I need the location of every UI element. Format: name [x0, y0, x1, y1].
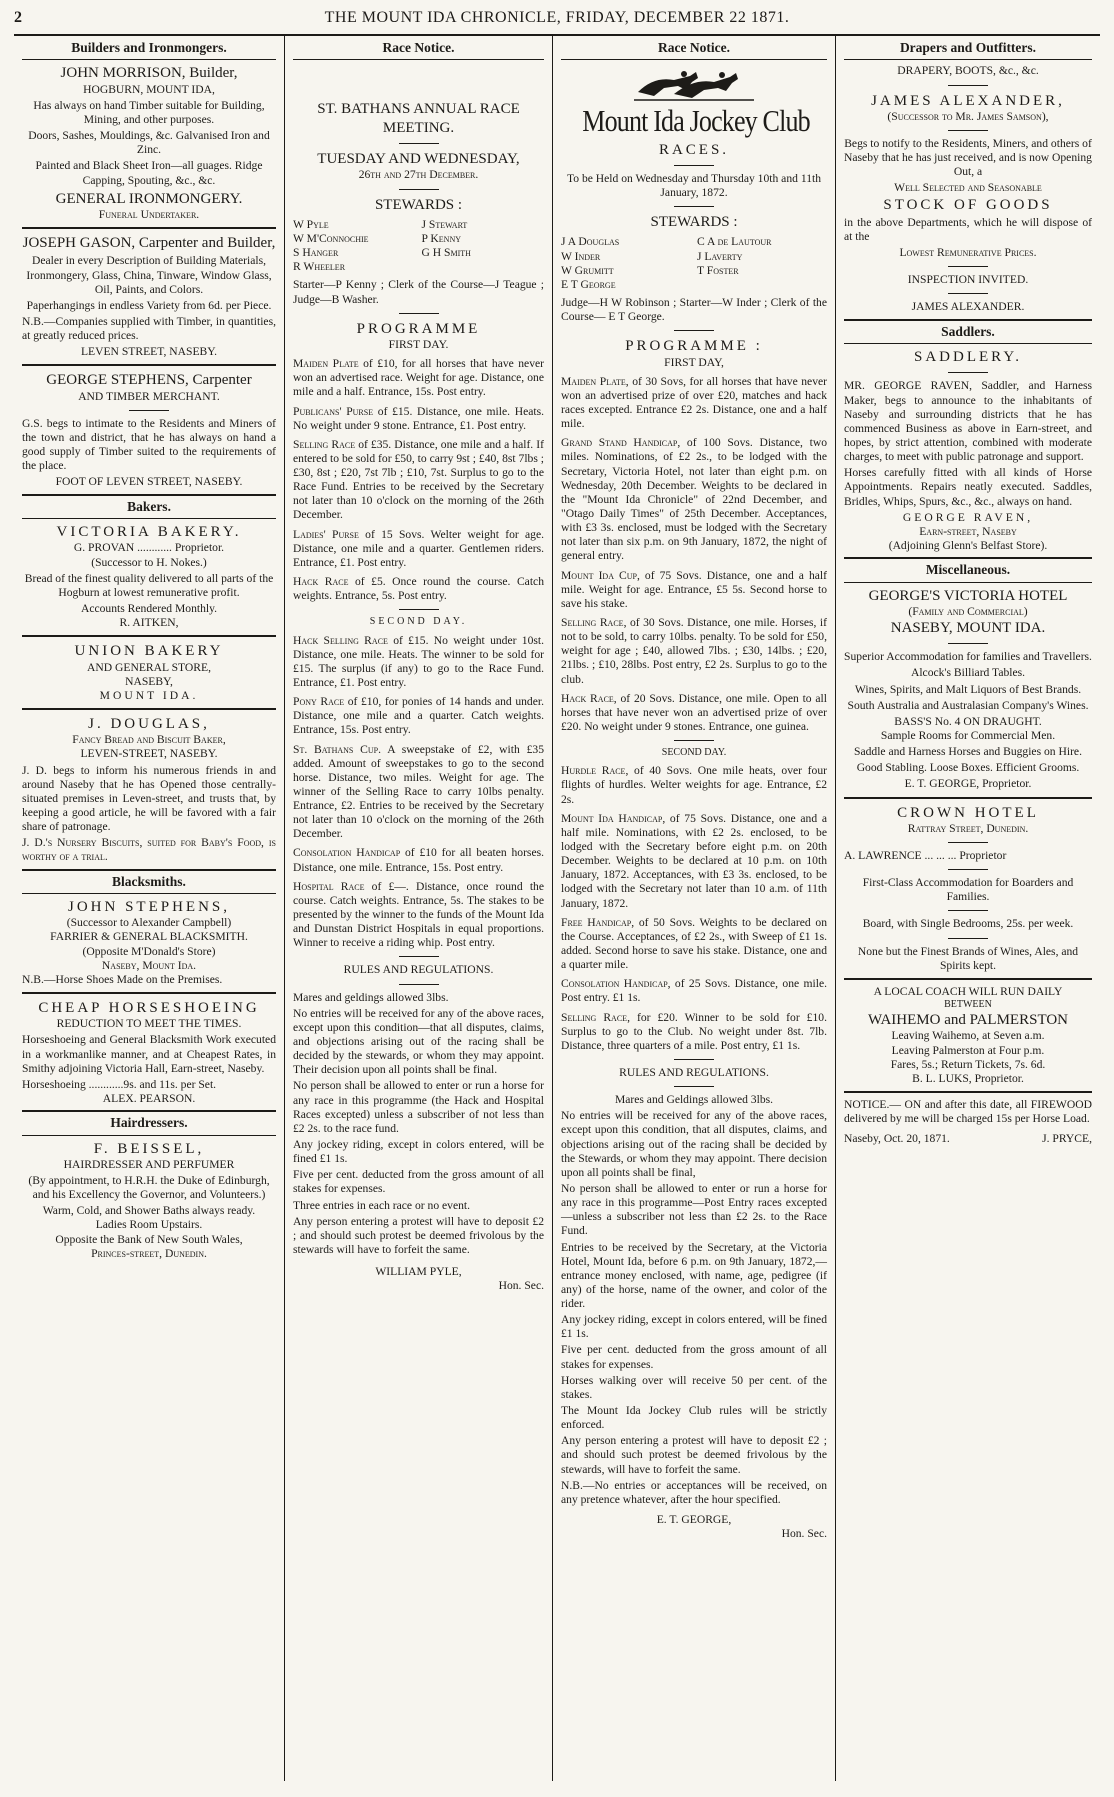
ad-title: GEORGE'S VICTORIA HOTEL: [868, 587, 1068, 604]
race-terms: , of 100 Sovs. Distance, two miles. Nominations, of £2 2s., to be lodged with the Secretary, Victoria Hotel, not later than eight p.m. on Wednesday, 20th December. Weights to be declared in the "Mount Ida Chronicle" of 22nd December, and "Otago Daily Times" of 25th December. Acceptances, with £3 3s. enclosed, must be lodged with the Secretary not later than six p.m. on 9th January, 1872, the night of general entry.: [561, 436, 827, 563]
page-number: 2: [14, 9, 22, 26]
ad-text: A. LAWRENCE ... ... ... Proprietor: [844, 848, 1007, 862]
divider: [674, 165, 714, 166]
race-terms: , of 75 Sovs. Distance, one and a half mile. Weight for age. Entrance, £5 5s. Second horse to save his stake.: [561, 568, 827, 610]
ad-text: (Successor to Alexander Campbell): [66, 916, 232, 930]
ad-signature: E. T. GEORGE, Proprietor.: [904, 777, 1032, 791]
steward-name: W Grumitt: [561, 263, 614, 277]
race-terms: of £10, for ponies of 14 hands and under. Distance, one mile and a quarter. Catch weights. Entrance, 15s. Post entry.: [293, 695, 544, 737]
day-label: SECOND DAY.: [661, 747, 727, 759]
divider: [844, 978, 1092, 980]
ad-gason: [22, 234, 276, 359]
programme-title: PROGRAMME :: [625, 338, 763, 355]
ad-beissel: [22, 1140, 276, 1261]
ad-morrison: [22, 64, 276, 222]
race-terms: of £15. Distance, one mile. Heats. No weight under 9 stone. Entrance, £1. Post entry.: [293, 404, 544, 432]
ad-text: Opposite the Bank of New South Wales,: [55, 1232, 243, 1246]
ad-text: Horseshoeing ............9s. and 11s. per Set.: [22, 1077, 217, 1091]
day-label: FIRST DAY.: [388, 337, 449, 351]
steward-name: C A de Lautour: [697, 235, 772, 249]
ad-sub: (Family and Commercial): [908, 604, 1028, 618]
races-day-1: [293, 357, 544, 603]
steward-name: W Inder: [561, 249, 601, 263]
divider: [399, 609, 439, 610]
ad-text: Accounts Rendered Monthly.: [80, 601, 218, 615]
rule-text: Any jockey riding, except in colors entered, will be fined £1 1s.: [561, 1313, 827, 1341]
race-name: Pony Race: [293, 695, 345, 709]
race-entry: [561, 569, 827, 611]
race-name: Free Handicap: [561, 915, 632, 929]
column-4: [835, 36, 1100, 1781]
ad-text: FARRIER & GENERAL BLACKSMITH.: [50, 930, 248, 944]
divider: [948, 266, 988, 267]
section-header-race-notice: Race Notice.: [293, 40, 544, 60]
column-2: [284, 36, 552, 1781]
race-entry: [561, 916, 827, 973]
ad-title: GEORGE STEPHENS, Carpenter: [46, 372, 252, 389]
rule-text: Any person entering a protest will have to deposit £2 ; and should such protest be deemed frivolous by the stewards, will have to forfeit the same.: [561, 1434, 827, 1476]
stewards-label: STEWARDS :: [650, 214, 738, 231]
ad-title: F. BEISSEL,: [93, 1140, 205, 1157]
race-entry: [293, 405, 544, 433]
meeting-dates: To be Held on Wednesday and Thursday 10th and 11th January, 1872.: [566, 171, 822, 199]
ad-signature: ALEX. PEARSON.: [102, 1091, 196, 1105]
ad-text: NASEBY,: [125, 674, 173, 688]
ad-victoria-hotel: [844, 587, 1092, 792]
steward-name: G H Smith: [421, 246, 471, 260]
races-day-1: [561, 375, 827, 734]
ad-text: STOCK OF GOODS: [883, 196, 1053, 213]
divider: [399, 956, 439, 957]
ad-text: Leaving Palmerston at Four p.m.: [891, 1043, 1045, 1057]
ad-text: Bread of the finest quality delivered to all parts of the Hogburn at lowest remunerative profit.: [24, 571, 274, 599]
race-name: Selling Race: [561, 615, 624, 629]
ad-text: (By appointment, to H.R.H. the Duke of Edinburgh, and his Excellency the Governor, and Volunteers.): [28, 1174, 270, 1202]
section-sub: DRAPERY, BOOTS, &c., &c.: [897, 64, 1039, 78]
masthead-title: THE MOUNT IDA CHRONICLE, FRIDAY, DECEMBER 22 1871.: [324, 9, 790, 26]
ad-signature: JAMES ALEXANDER.: [911, 300, 1025, 314]
race-name: Maiden Plate: [561, 374, 626, 388]
divider: [22, 708, 276, 710]
divider: [22, 992, 276, 994]
rule-text: Any person entering a protest will have to deposit £2 ; and should such protest be deemed frivolous by the stewards will have to forfeit the same.: [293, 1214, 544, 1256]
divider: [948, 938, 988, 939]
ad-text: Board, with Single Bedrooms, 25s. per week.: [862, 917, 1074, 931]
divider: [399, 984, 439, 985]
section-header-builders: Builders and Ironmongers.: [22, 40, 276, 60]
ad-title: JOHN STEPHENS,: [67, 898, 230, 915]
steward-name: J A Douglas: [561, 235, 620, 249]
race-terms: of £—. Distance, once round the course. Catch weights. Entrance, 5s. The stakes to be presented by the winner to the funds of the Mount Ida and Dunstan District Hospitals in equal proportions. Winner to receive a riding whip. Post entry.: [293, 879, 544, 950]
section-header-saddlers: Saddlers.: [844, 319, 1092, 344]
ad-text: Saddle and Harness Horses and Buggies on Hire.: [854, 745, 1082, 759]
race-terms: , of 50 Sovs. Weights to be declared on the Course. Acceptances, of £2 2s., with Sweep of £1 1s. added. Second horse to save his stake. Distance, one and a quarter mile.: [561, 915, 828, 972]
race-terms: , of 30 Sovs, for all horses that have never won an advertised prize of over £20, matches and hack races excepted. Entrance £2 2s. Distance, one and a half mile.: [561, 374, 828, 431]
notice-footer: [844, 1132, 1092, 1146]
rule-text: Five per cent. deducted from the gross amount of all stakes for expenses.: [293, 1168, 544, 1196]
race-name: Consolation Handicap: [561, 977, 668, 991]
divider: [948, 85, 988, 86]
rule-text: No person shall be allowed to enter or run a horse for any race in this programme—Post Entry races excepted—unless a subscriber not less than £2 2s. to the Race Fund.: [561, 1181, 827, 1238]
race-entry: [293, 575, 544, 603]
ad-title: SADDLERY.: [914, 349, 1022, 366]
ad-address: Rattray Street, Dunedin.: [907, 821, 1029, 835]
ad-text: Doors, Sashes, Mouldings, &c. Galvanised Iron and Zinc.: [28, 129, 270, 157]
race-entry: [561, 692, 827, 734]
ad-text: MOUNT IDA.: [99, 688, 199, 702]
ad-title: JOHN MORRISON, Builder,: [60, 65, 238, 82]
race-terms: , of 30 Sovs. Distance, one mile. Horses, if not to be sold, to carry 10lbs. penalty. To be sold for £50, weight for age ; £40, allowed 7lbs. ; £30, 14lbs. ; £20, 21lbs. ; £10, 28lbs. Post entry, £2 2s. Surplus to go to the club.: [561, 615, 827, 686]
ad-sub: AND TIMBER MERCHANT.: [78, 389, 220, 403]
racehorses-engraving-icon: [634, 66, 754, 102]
divider: [844, 797, 1092, 799]
ad-text: Painted and Black Sheet Iron—all guages. Ridge Capping, Spouting, &c., &c.: [35, 159, 263, 187]
divider: [22, 364, 276, 366]
divider: [948, 842, 988, 843]
ad-text: J. D.'s Nursery Biscuits, suited for Baby's Food, is worthy of a trial.: [22, 836, 276, 864]
ad-title: CHEAP HORSESHOEING: [38, 999, 260, 1016]
ad-text: Paperhangings in endless Variety from 6d. per Piece.: [26, 298, 272, 312]
race-terms: , of 20 Sovs. Distance, one mile. Open to all horses that have never won an advertised prize of over £20. No weight under 9 stones. Entrance, one guinea.: [561, 691, 827, 733]
ad-text: GEORGE RAVEN,: [902, 510, 1034, 524]
ad-james-alexander: [844, 92, 1092, 315]
ad-text: (Adjoining Glenn's Belfast Store).: [888, 538, 1048, 552]
ad-title: J. DOUGLAS,: [88, 715, 210, 732]
divider: [399, 313, 439, 314]
rule-text: Five per cent. deducted from the gross amount of all stakes for expenses.: [561, 1343, 827, 1371]
race-terms: of £5. Once round the course. Catch weights. Entrance, 5s. Post entry.: [293, 575, 544, 603]
signature: E. T. GEORGE,: [656, 1513, 732, 1527]
officials: Starter—P Kenny ; Clerk of the Course—J Teague ; Judge—B Washer.: [293, 278, 544, 306]
race-entry: [561, 1011, 827, 1053]
race-terms: of £15. No weight under 10st. Distance, one mile. Heats. The winner to be sold for £15. The surplus (if any) to go to the Race Fund. Entrance, £1. Post entry.: [293, 633, 544, 689]
ad-address: FOOT OF LEVEN STREET, NASEBY.: [55, 475, 243, 489]
ad-text: Leaving Waihemo, at Seven a.m.: [891, 1029, 1045, 1043]
ad-text: South Australia and Australasian Company's Wines.: [847, 698, 1089, 712]
section-header-hairdressers: Hairdressers.: [22, 1110, 276, 1135]
rules-title: RULES AND REGULATIONS.: [619, 1065, 769, 1079]
steward-name: W M'Connochie: [293, 231, 369, 245]
race-terms: of 15 Sovs. Welter weight for age. Distance, one mile and a quarter. Gentlemen riders. Entrance, £1. Post entry.: [293, 527, 544, 569]
club-title: Mount Ida Jockey Club: [582, 103, 810, 139]
ad-coach: [844, 985, 1092, 1086]
divider: [22, 227, 276, 229]
ad-text: N.B.—Horse Shoes Made on the Premises.: [22, 972, 223, 986]
divider: [674, 1059, 714, 1060]
rules-title: RULES AND REGULATIONS.: [343, 963, 494, 977]
race-terms: , of 25 Sovs. Distance, one mile. Post entry. £1 1s.: [561, 977, 827, 1005]
ad-sub: Fancy Bread and Biscuit Baker,: [72, 733, 226, 747]
steward-name: W Pyle: [293, 217, 329, 231]
ad-address: Earn-street, Naseby: [919, 524, 1017, 538]
ad-text: (Opposite M'Donald's Store): [82, 944, 216, 958]
signature-title: Hon. Sec.: [498, 1279, 544, 1293]
ad-text: First-Class Accommodation for Boarders and Families.: [862, 876, 1074, 904]
ad-text: Fares, 5s.; Return Tickets, 7s. 6d.: [890, 1057, 1046, 1071]
ad-text: Warm, Cold, and Shower Baths always ready.: [42, 1204, 256, 1218]
divider: [844, 1091, 1092, 1093]
divider: [674, 1086, 714, 1087]
rule-text: Mares and geldings allowed 3lbs.: [293, 990, 449, 1004]
meeting-days: TUESDAY AND WEDNESDAY,: [317, 151, 520, 168]
races-day-2: [561, 764, 827, 1053]
race-entry: [293, 528, 544, 570]
ad-text: Sample Rooms for Commercial Men.: [880, 728, 1056, 742]
ad-text: (Successor to H. Nokes.): [91, 555, 207, 569]
ad-text: G. PROVAN ............ Proprietor.: [73, 541, 225, 555]
section-header-drapers: Drapers and Outfitters.: [844, 40, 1092, 60]
race-terms: A sweepstake of £2, with £35 added. Amount of sweepstakes to go to the second horse. Distance, two miles. Weight for age. The winner of the Selling Race to carry 10lbs penalty. Entrance, £2. Entries to be received by the Secretary not later than 10 o'clock on the morning of the 26th December.: [293, 742, 544, 841]
ad-text: NOTICE.— ON and after this date, all FIREWOOD delivered by me will be charged 15s per Horse Load.: [844, 1098, 1092, 1126]
race-terms: , for £20. Winner to be sold for £10. Surplus to go to the Club. No weight under 8st. 7lb. Distance, three quarters of a mile. Post entry, £1 1s.: [561, 1010, 827, 1052]
ad-text: GENERAL IRONMONGERY.: [55, 190, 243, 207]
ad-text: Horses carefully fitted with all kinds of Horse Appointments. Repairs neatly executed. Saddles, Bridles, Whips, Spurs, &c., &c., always on hand.: [844, 466, 1092, 508]
ad-title: CROWN HOTEL: [897, 804, 1039, 821]
race-name: Publicans' Purse: [293, 404, 374, 418]
column-3: [552, 36, 835, 1781]
ad-text: Horseshoeing and General Blacksmith Work executed in a workmanlike manner, and at Cheapest Rates, in Smithy adjoining Victoria Hall, Earn-street, Naseby.: [22, 1033, 276, 1075]
ad-text: BASS'S No. 4 ON DRAUGHT.: [894, 714, 1042, 728]
race-terms: , of 40 Sovs. One mile heats, over four flights of hurdles. Welter weights for age. Entrance, £2 2s.: [561, 764, 827, 806]
race-name: Consolation Handicap: [293, 846, 401, 860]
columns: [14, 36, 1100, 1781]
divider: [948, 643, 988, 644]
ad-raven: [844, 348, 1092, 553]
steward-name: J Stewart: [421, 217, 468, 231]
divider: [674, 740, 714, 741]
stewards-list: [561, 235, 827, 292]
race-entry: [293, 880, 544, 951]
section-header-blacksmiths: Blacksmiths.: [22, 869, 276, 894]
race-entry: [293, 438, 544, 523]
steward-name: [422, 260, 545, 274]
race-name: Hack Race: [561, 691, 614, 705]
ad-text: WAIHEMO and PALMERSTON: [867, 1012, 1068, 1029]
section-header-bakers: Bakers.: [22, 494, 276, 519]
rule-text: Any jockey riding, except in colors entered, will be fined £1 1s.: [293, 1138, 544, 1166]
ad-address: LEVEN-STREET, NASEBY.: [80, 747, 218, 761]
ad-cheap-horseshoeing: [22, 999, 276, 1106]
race-entry: [293, 846, 544, 874]
ad-address: LEVEN STREET, NASEBY.: [80, 345, 218, 359]
race-entry: [293, 357, 544, 399]
races-day-2: [293, 634, 544, 951]
ad-signature: J. PRYCE,: [1042, 1132, 1092, 1146]
ad-place: HOGBURN, MOUNT IDA,: [83, 82, 215, 96]
rule-text: No person shall be allowed to enter or run a horse for any race in this programme (the Hack and Hospital Races excepted) unless a subscriber of not less than £2 2s. to the race fund.: [293, 1079, 544, 1135]
signature-title: Hon. Sec.: [781, 1527, 827, 1541]
ad-title: JOSEPH GASON, Carpenter and Builder,: [22, 235, 276, 252]
ad-text: NASEBY, MOUNT IDA.: [890, 619, 1046, 636]
column-1: [14, 36, 284, 1781]
meeting-title: ST. BATHANS ANNUAL RACE MEETING.: [317, 101, 520, 136]
ad-text: Dealer in every Description of Building Materials, Ironmongery, Glass, China, Tinware, Window Glass, Oil, Paints, and Colors.: [26, 254, 272, 296]
ad-victoria-bakery: [22, 523, 276, 630]
ad-text: J. D. begs to inform his numerous friends in and around Naseby that he has Opened those centrally-situated premises in Leven-street, and trusts that, by keeping a good article, he will be favored with a fair share of patronage.: [22, 763, 276, 834]
ad-text: in the above Departments, which he will dispose of at the: [844, 215, 1092, 244]
steward-name: R Wheeler: [293, 260, 346, 274]
ad-text: MR. GEORGE RAVEN, Saddler, and Harness Maker, begs to announce to the inhabitants of Naseby and surrounding districts that he has commenced Business as above in Earn-street, and hopes, by strict attention, combined with moderate charges, to meet with public patronage and support.: [844, 379, 1092, 464]
steward-name: J Laverty: [697, 249, 743, 263]
ad-douglas: [22, 715, 276, 865]
ad-text: Ladies Room Upstairs.: [95, 1218, 203, 1232]
ad-john-stephens: [22, 898, 276, 987]
race-entry: [561, 616, 827, 687]
masthead: [14, 8, 1100, 36]
ad-text: (Successor to Mr. James Samson),: [887, 109, 1049, 123]
rule-text: No entries will be received for any of the above races, except upon this condition, that all disputes, claims, and objections arising out of the racing shall be decided by the Stewards, or whom they may appoint. There decision upon all points shall be final,: [561, 1109, 827, 1179]
rules-list: [293, 991, 544, 1258]
race-entry: [561, 764, 827, 806]
divider: [674, 206, 714, 207]
officials: Judge—H W Robinson ; Starter—W Inder ; Clerk of the Course— E T George.: [561, 296, 827, 324]
ad-union-bakery: [22, 642, 276, 703]
signature: WILLIAM PYLE,: [375, 1265, 462, 1279]
divider: [948, 869, 988, 870]
ad-text: Well Selected and Seasonable: [894, 181, 1042, 195]
race-terms: of £10, for all horses that have never won an advertised race. Weight for age. Distance, one mile and a half. Entrance, 15s. Post entry.: [293, 357, 544, 399]
ad-text: INSPECTION INVITED.: [907, 273, 1029, 287]
rule-text: Entries to be received by the Secretary, at the Victoria Hotel, Mount Ida, before 6 p.m. on 9th January, 1872,—entrance money enclosed, with name, age, pedigree (if any) of the horse, name of the owner, and color of the rider.: [561, 1240, 827, 1311]
race-name: Hack Race: [293, 575, 349, 589]
ad-title: A LOCAL COACH WILL RUN DAILY: [873, 984, 1063, 998]
rule-text: The Mount Ida Jockey Club rules will be strictly enforced.: [561, 1404, 827, 1432]
divider: [22, 635, 276, 637]
steward-name: E T George: [561, 277, 616, 291]
race-terms: , of 75 Sovs. Distance, one and a half mile. Nominations, with £2 2s. enclosed, to be lodged with the Secretary before eight p.m. on 20th December. Weights to be declared at 10 p.m. on 10th January, 1872. Acceptances, with £3 3s. enclosed, to be lodged with the Secretary not later than 10 a.m. of 11th January, 1872.: [561, 811, 827, 910]
ad-title: JAMES ALEXANDER,: [871, 92, 1065, 109]
stewards-list: [293, 218, 544, 275]
ad-title: VICTORIA BAKERY.: [56, 524, 242, 541]
ad-text: N.B.—Companies supplied with Timber, in quantities, at greatly reduced prices.: [22, 315, 276, 343]
race-name: Ladies' Purse: [293, 527, 359, 541]
ad-sub: HAIRDRESSER AND PERFUMER: [63, 1157, 235, 1171]
race-entry: [561, 375, 827, 432]
ad-text: Lowest Remunerative Prices.: [899, 246, 1037, 260]
ad-text: G.S. begs to intimate to the Residents and Miners of the town and district, that he has always on hand a good supply of Timber suited to the requirements of the place.: [22, 416, 276, 473]
race-entry: [293, 634, 544, 691]
ad-address: Princes-street, Dunedin.: [91, 1246, 207, 1260]
steward-name: P Kenny: [421, 231, 462, 245]
divider: [129, 410, 169, 411]
race-name: Hack Selling Race: [293, 633, 388, 647]
ad-text: Alcock's Billiard Tables.: [910, 666, 1026, 680]
divider: [948, 910, 988, 911]
race-name: Grand Stand Handicap: [561, 436, 678, 450]
ad-sub: AND GENERAL STORE,: [87, 660, 211, 674]
race-name: Mount Ida Cup: [561, 568, 637, 582]
ad-text: Funeral Undertaker.: [98, 208, 200, 222]
race-name: Mount Ida Handicap: [561, 811, 663, 825]
steward-name: T Foster: [697, 263, 739, 277]
rule-text: No entries will be received for any of the above races, except upon this condition—that all disputes, claims, and objections arising out of the racing shall be decided by the stewards, or whom they may appoint. Their decision upon all points shall be final.: [293, 1006, 544, 1077]
race-entry: [561, 812, 827, 911]
race-name: Selling Race: [293, 437, 356, 451]
ad-signature: B. L. LUKS, Proprietor.: [912, 1071, 1024, 1085]
divider: [948, 293, 988, 294]
races-title: RACES.: [658, 141, 730, 158]
race-entry: [561, 977, 827, 1005]
rule-text: N.B.—No entries or acceptances will be received, on any pretence whatever, after the hour specified.: [561, 1478, 827, 1506]
ad-text: Naseby, Mount Ida.: [101, 958, 197, 972]
ad-signature: R. AITKEN,: [119, 616, 179, 630]
steward-name: [697, 278, 827, 292]
ad-firewood-notice: [844, 1098, 1092, 1146]
race-name: Maiden Plate: [293, 357, 359, 371]
rule-text: Horses walking over will receive 50 per cent. of the stakes.: [561, 1373, 827, 1401]
section-header-race-notice: Race Notice.: [561, 40, 827, 60]
race-entry: [293, 695, 544, 737]
ad-sub: REDUCTION TO MEET THE TIMES.: [56, 1017, 242, 1031]
race-entry: [561, 436, 827, 563]
day-label: FIRST DAY,: [664, 355, 724, 369]
ad-text: Good Stabling. Loose Boxes. Efficient Grooms.: [856, 761, 1080, 775]
divider: [674, 330, 714, 331]
race-name: Hurdle Race: [561, 764, 626, 778]
race-name: Selling Race: [561, 1010, 628, 1024]
ad-text: BETWEEN: [944, 998, 992, 1010]
section-header-misc: Miscellaneous.: [844, 557, 1092, 582]
notice-date: Naseby, Oct. 20, 1871.: [844, 1132, 950, 1146]
race-entry: [293, 743, 544, 842]
divider: [399, 189, 439, 190]
ad-text: None but the Finest Brands of Wines, Ales, and Spirits kept.: [857, 944, 1079, 972]
day-label: SECOND DAY.: [369, 616, 468, 628]
ad-text: Begs to notify to the Residents, Miners, and others of Naseby that he has just received, and is now Opening Out, a: [844, 137, 1092, 179]
rules-list: [561, 1093, 827, 1507]
ad-crown-hotel: [844, 804, 1092, 973]
race-name: St. Bathans Cup.: [293, 742, 382, 756]
race-terms: of £35. Distance, one mile and a half. If entered to be sold for £50, to carry 9st ; £40, 8st 7lbs ; £30, 8st ; £20, 7st 7lb ; £10, 7st. Surplus to go to the Race Fund. Entries to be received by the Secretary not later than 10 o'clock on the morning of the 26th December.: [293, 437, 544, 522]
ad-text: Superior Accommodation for families and Travellers.: [844, 650, 1092, 664]
ad-text: Wines, Spirits, and Malt Liquors of Best Brands.: [854, 682, 1082, 696]
rule-text: Three entries in each race or no event.: [293, 1198, 471, 1212]
stewards-label: STEWARDS :: [374, 196, 463, 213]
rule-text: Mares and Geldings allowed 3lbs.: [614, 1093, 774, 1107]
ad-title: UNION BAKERY: [74, 643, 224, 660]
divider: [948, 130, 988, 131]
ad-stephens: [22, 371, 276, 489]
divider: [948, 372, 988, 373]
ad-text: Has always on hand Timber suitable for Building, Mining, and other purposes.: [33, 98, 265, 127]
steward-name: S Hanger: [293, 246, 339, 260]
divider: [399, 143, 439, 144]
programme-title: PROGRAMME: [356, 320, 481, 337]
race-name: Hospital Race: [293, 879, 365, 893]
race-terms: of £10 for all beaten horses. Distance, one mile. Entrance, 15s. Post entry.: [293, 846, 544, 874]
meeting-dates: 26th and 27th December.: [358, 168, 479, 182]
